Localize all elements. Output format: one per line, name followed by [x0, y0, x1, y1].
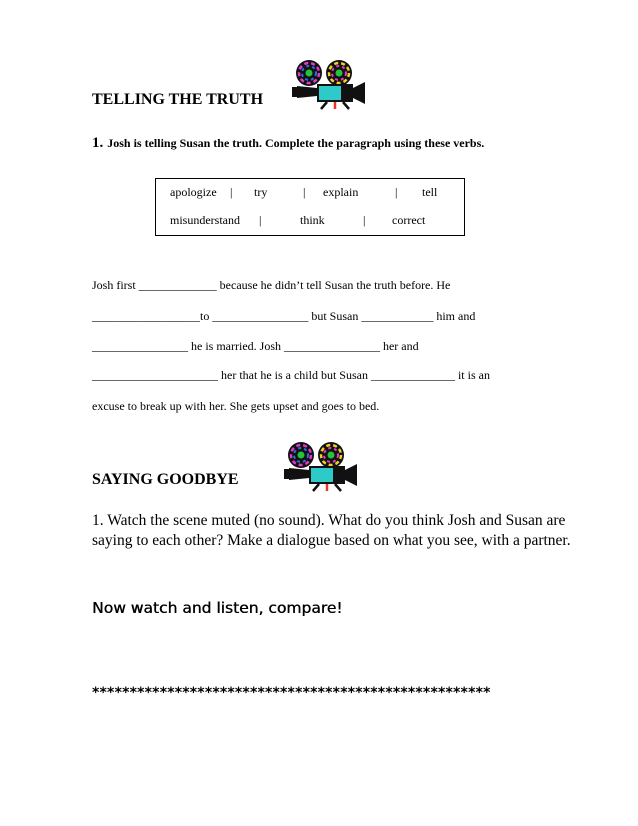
- question-text: Josh is telling Susan the truth. Complete the paragraph using these verbs.: [107, 136, 485, 150]
- paragraph-line-3: ________________ he is married. Josh ________________ her and: [92, 339, 419, 353]
- verb-think: think: [300, 213, 325, 227]
- section2-question-line-2: saying to each other? Make a dialogue based on what you see, with a partner.: [92, 532, 571, 549]
- question-number: 1.: [92, 135, 104, 151]
- paragraph-line-1: Josh first _____________ because he didn’t tell Susan the truth before. He: [92, 278, 451, 292]
- paragraph-line-4: _____________________ her that he is a child but Susan ______________ it is an: [92, 368, 490, 382]
- movie-camera-icon: [275, 440, 365, 492]
- section2-question-line-1: 1. Watch the scene muted (no sound). What do you think Josh and Susan are: [92, 512, 566, 529]
- verb-try: try: [254, 185, 268, 199]
- verb-separator: |: [303, 185, 306, 199]
- question-1: [92, 134, 484, 152]
- watch-and-listen-instruction: Now watch and listen, compare!: [92, 599, 343, 617]
- verb-apologize: apologize: [170, 185, 217, 199]
- verb-misunderstand: misunderstand: [170, 213, 240, 227]
- verb-explain: explain: [323, 185, 359, 199]
- verb-separator: |: [395, 185, 398, 199]
- verb-separator: |: [230, 185, 233, 199]
- verb-tell: tell: [422, 185, 438, 199]
- paragraph-line-5: excuse to break up with her. She gets upset and goes to bed.: [92, 399, 380, 413]
- movie-camera-icon: [283, 58, 373, 110]
- paragraph-line-2: __________________to ________________ but Susan ____________ him and: [92, 309, 476, 323]
- section-title-telling-the-truth: TELLING THE TRUTH: [92, 91, 264, 108]
- verbs-box: [155, 178, 465, 236]
- asterisk-separator: *****************************************************: [92, 685, 491, 701]
- verb-separator: |: [363, 213, 366, 227]
- verb-separator: |: [259, 213, 262, 227]
- verb-correct: correct: [392, 213, 426, 227]
- section-title-saying-goodbye: SAYING GOODBYE: [92, 471, 239, 488]
